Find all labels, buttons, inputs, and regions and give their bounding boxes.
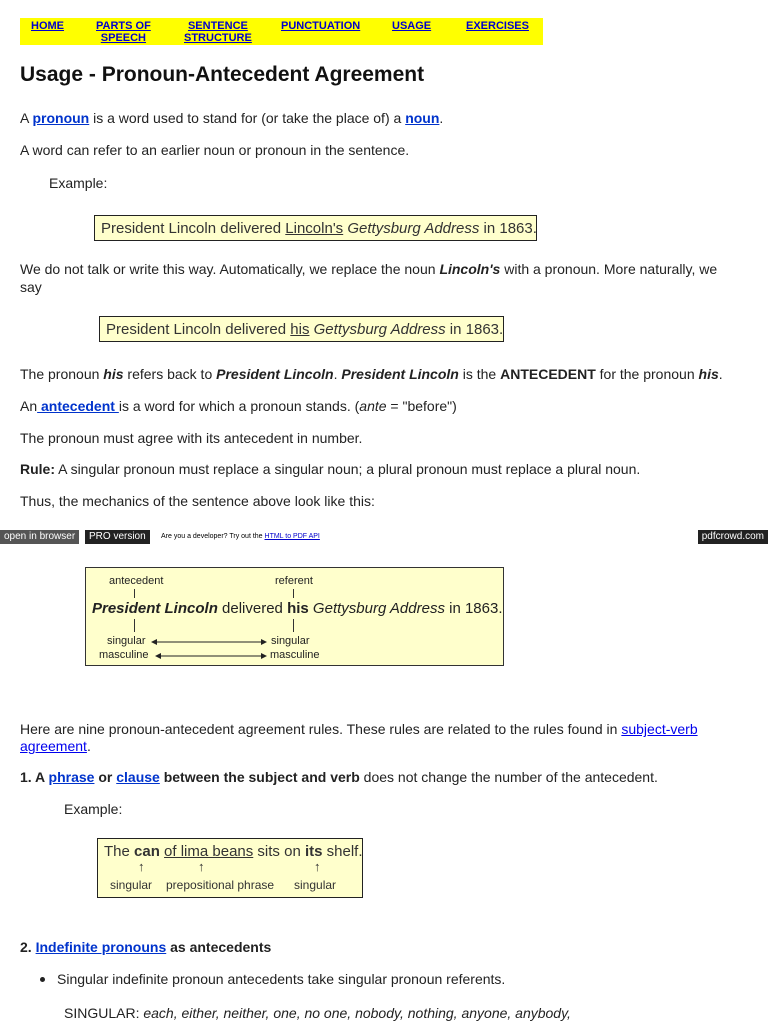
box3-label-prep-phrase: prepositional phrase [166,878,275,892]
bullet-icon [40,977,45,982]
noun-link[interactable]: noun [405,110,440,126]
paragraph-agree-number: The pronoun must agree with its antecedent in number. [20,430,363,446]
example-label-2: Example: [64,801,123,817]
nav-parts-of-speech-link[interactable]: PARTS OF SPEECH [96,20,151,44]
indefinite-pronouns-link[interactable]: Indefinite pronouns [35,939,167,955]
diagram-masculine-right: masculine [270,649,320,661]
box3-sentence: The can of lima beans sits on its shelf. [104,843,363,860]
box3-label-singular-2: singular [294,878,337,892]
nav-punctuation-link[interactable]: PUNCTUATION [281,20,361,32]
subject-verb-agreement-link[interactable]: subject-verb [621,721,698,737]
agreement-diagram [85,567,504,666]
paragraph-mechanics: Thus, the mechanics of the sentence above look like this: [20,493,375,509]
arrow-up-1: ↑ [138,859,145,874]
diagram-masculine-left: masculine [99,649,149,661]
example-box-can [97,838,363,898]
page-title: Usage - Pronoun-Antecedent Agreement [20,63,425,86]
pronoun-link[interactable]: pronoun [32,110,90,126]
pro-version-button[interactable]: PRO version [85,530,150,544]
nav-usage-link[interactable]: USAGE [392,20,432,32]
diagram-sentence: President Lincoln delivered his Gettysburg Address in 1863. [92,600,503,617]
paragraph-say: say [20,279,42,295]
pdfcrowd-bar [0,530,768,544]
paragraph-earlier-noun: A word can refer to an earlier noun or pronoun in the sentence. [20,142,410,158]
paragraph-rule: Rule: A singular pronoun must replace a singular noun; a plural pronoun must replace a plural noun. [20,461,641,477]
clause-link[interactable]: clause [116,769,160,785]
singular-list-line: SINGULAR: each, either, neither, one, no one, nobody, nothing, anyone, anybody, [64,1005,571,1021]
nav-exercises-link[interactable]: EXERCISES [466,20,529,32]
diagram-referent-label: referent [275,575,313,587]
nav-sentence-structure-link[interactable]: SENTENCE STRUCTURE [184,20,252,44]
diagram-arrows [86,568,503,665]
box3-label-singular-1: singular [110,878,153,892]
rule-1-heading: 1. A phrase or clause between the subject and verb does not change the number of the antecedent. [20,769,658,785]
top-nav-bar [20,18,543,45]
paragraph-antecedent-definition: An antecedent is a word for which a pronoun stands. (ante = "before") [20,398,457,414]
developer-text: Are you a developer? Try out the HTML to PDF API [161,533,320,540]
diagram-singular-right: singular [271,635,310,647]
subject-verb-agreement-link-cont[interactable]: agreement [20,738,87,754]
paragraph-pronoun-definition: A pronoun is a word used to stand for (or take the place of) a noun. [20,110,444,126]
example-label: Example: [49,175,108,191]
bullet-singular-indefinite: Singular indefinite pronoun antecedents take singular pronoun referents. [57,971,506,987]
example-box-his: President Lincoln delivered his Gettysburg Address in 1863. [99,316,504,342]
antecedent-link[interactable]: antecedent [37,398,119,414]
diagram-singular-left: singular [107,635,146,647]
rule-2-heading: 2. Indefinite pronouns as antecedents [20,939,272,955]
example-box-lincolns: President Lincoln delivered Lincoln's Gettysburg Address in 1863. [94,215,537,241]
diagram-antecedent-label: antecedent [109,575,164,587]
html-to-pdf-api-link[interactable]: HTML to PDF API [264,533,320,540]
paragraph-nine-rules-cont: agreement. [20,738,91,754]
paragraph-nine-rules: Here are nine pronoun-antecedent agreement rules. These rules are related to the rules found in subject-verb [20,721,698,737]
arrow-up-2: ↑ [198,859,205,874]
paragraph-automatically: We do not talk or write this way. Automatically, we replace the noun Lincoln's with a pronoun. More naturally, we [20,261,718,277]
pdfcrowd-site-link[interactable]: pdfcrowd.com [698,530,768,544]
nav-home-link[interactable]: HOME [31,20,64,32]
paragraph-his-refers: The pronoun his refers back to President Lincoln. President Lincoln is the ANTECEDENT for the pronoun his. [20,366,723,382]
arrow-up-3: ↑ [314,859,321,874]
open-in-browser-button[interactable]: open in browser [0,530,79,544]
phrase-link[interactable]: phrase [48,769,95,785]
